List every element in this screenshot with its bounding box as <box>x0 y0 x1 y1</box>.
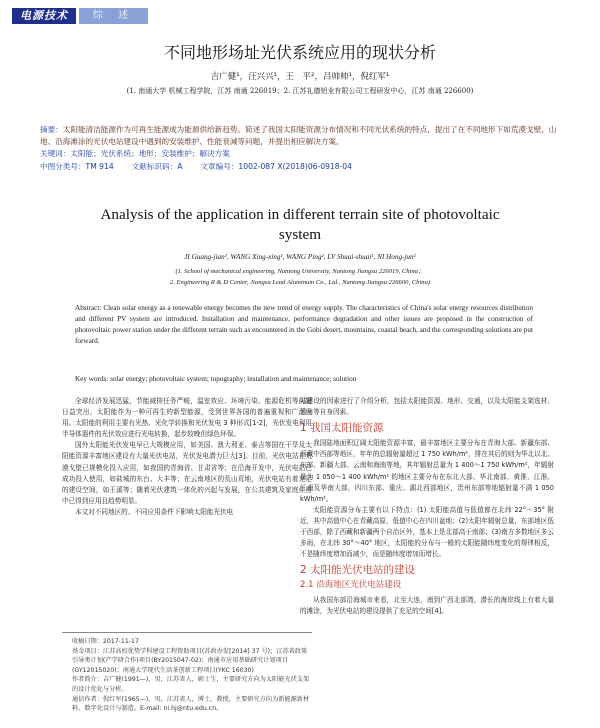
chinese-affiliation: (1. 南通大学 机械工程学院，江苏 南通 226019；2. 江苏礼德铝业有限公司工程研发中心，江苏 南通 226600) <box>126 87 474 95</box>
chinese-abstract <box>40 124 562 148</box>
abstract-label: 摘要： <box>40 125 63 134</box>
chinese-keywords <box>40 148 562 160</box>
keywords-label: 关键词： <box>40 149 71 158</box>
footnote-block <box>62 632 312 714</box>
keywords-text: 太阳能；光伏系统；地形；安装维护；解决方案 <box>70 149 230 158</box>
section-label: 综 述 <box>79 8 148 24</box>
english-affiliation <box>0 266 600 288</box>
body-right-column <box>300 396 554 617</box>
english-title-line2: system <box>278 226 322 243</box>
subsection-heading-2-1: 2.1 沿海地区光伏电站建设 <box>300 580 402 591</box>
english-abstract: Abstract: Clean solar energy as a renewable energy becomes the new trend of energy supply. The characteristics of China's solar energy resources distribution and different PV system are introduced. Installation and maintenance, performance degradation and other issues are proposed in the construction of photovoltaic power station under the different terrain such as encountered in the Gobi desert, mountains, coastal beach, and the corresponding solutions are put forward. <box>75 304 533 345</box>
corresponding-author: 通信作者：倪红军(1965—)，男，江苏省人，博士，教授，主要研究方向为新能源新材料、数字化设计与制造。E-mail: ni.hj@ntu.edu.cn。 <box>72 695 310 713</box>
body-left-column <box>62 396 312 518</box>
english-affiliation-1: (1. School of mechanical engineering, Nantong University, Nantong Jiangsu 226019, China； <box>175 268 425 275</box>
body-paragraph: 我国陆地面积辽阔太阳能资源丰富，最丰富地区主要分布在青海大部、新疆东部、西藏中西部等地区，年年的总辐射量超过 1 750 kWh/m²，排在其后的则为华北以北、东部、新疆大部、云南和海南等地，其年辐射总量为 1 400～1 750 kWh/m²，年辐射量为 1 050～1 400 kWh/m² 的地区主要分布在东北大部、华北南部、黄淮、江淮、江南及华南大部，四川东部、重庆、湖北西部地区，贵州东部等地辐射量不满 1 050 kWh/m²。 <box>300 439 554 503</box>
fund-info: 基金项目：江苏高校优势学科建设工程资助项目(苏政办发[2014] 37 号)；江苏省政策引导类计划(产学研合作)项目(BY2015047-02)；南通市应用基础研究计划项目(GY12015020)；南通大学现代生活茶创新工程项目(YKC 16030) <box>72 647 308 674</box>
journal-header <box>12 8 148 24</box>
body-paragraph: 国外太阳能光伏发电早已大规模应用，如美国、澳大利亚、泰吉等国在干旱及太阳能资源丰富地区建设有大量光伏电站，光伏发电潜力巨大[3]。目前，光伏电站在荒漠戈壁已规模化投入应用，如我国的青海省、甘肃省等；在沿海开发中，光伏电站已成功投入使用，如盐城的东台、大丰等；在云南地区的荒山荒地，光伏电站有着充足的建设空间，如王溪等；随着光伏建筑一体化的兴起与发展，在公共建筑及家庭住房中已得到应用且趋势明显。 <box>62 441 312 505</box>
abstract-text: 太阳能清洁能源作为可再生能源成为能源供给新趋势。简述了我国太阳能资源分布情况和不同光伏系统的特点，提出了在不同地形下如荒漠戈壁、山地、沿海滩涂的光伏电站建设中遇到的安装维护、性能衰减等问题，并提出相应解决方案。 <box>40 125 557 146</box>
section-heading-2: 2 太阳能光伏电站的建设 <box>300 564 416 577</box>
chinese-title: 不同地形场址光伏系统应用的现状分析 <box>163 43 436 62</box>
document-code: 文献标识码：A <box>131 162 183 171</box>
body-paragraph: 从我国东部沿海城市来看，北至大连，南到广西北部湾，潜长的海岸线上有着大量的滩涂，为光伏电站的建设提供了充足的空间[4]。 <box>300 595 554 615</box>
section-heading-1: 1 我国太阳能资源 <box>300 422 384 435</box>
body-paragraph: 本文对不同地区的、不同应用条件下影响太阳能光伏电 <box>75 507 234 516</box>
chinese-authors: 吉广健¹，汪兴兴¹，王 平²，吕帅帅¹，倪红军¹ <box>210 72 390 82</box>
english-affiliation-2: 2. Engineering R & D Center, Jiangsu Lead Aluminum Co., Ltd., Nantong Jiangsu 226600, China) <box>169 279 431 286</box>
article-number: 文章编号：1002-087 X(2018)06-0918-04 <box>200 162 352 171</box>
journal-name: 电源技术 <box>12 8 76 24</box>
english-title <box>0 205 600 245</box>
english-authors: JI Guang-jian¹, WANG Xing-xing¹, WANG Ping², LV Shuai-shuai¹, NI Hong-jun¹ <box>184 253 416 261</box>
body-paragraph: 太阳能资源分布主要有以下特点：(1) 太阳能高值与低值都在北纬 22°～35° 附近，其中高值中心在青藏高原，低值中心在四川盆地；(2)太阳年辐射总量，东部地区低于西部，除了西藏和新疆两个自治区外，基本上是北部高于南部；(3)南方多数地区多云多雨，在北纬 30°～40° 地区，太阳能的分布与一般的太阳能随纬度变化的规律相反，不是随纬度增加而减少，而是随纬度增加而增长。 <box>300 505 554 559</box>
english-keywords: Key words: solar energy; photovoltaic system; topography; installation and maintenance; solution <box>75 375 357 383</box>
received-date: 收稿日期：2017-11-17 <box>72 638 139 645</box>
classification-row <box>40 161 562 173</box>
body-paragraph: 站建设的因素进行了介绍分析，包括太阳能资源、地形、交通，以及太阳能支架选材、倾角等自身因素。 <box>300 397 554 417</box>
english-title-line1: Analysis of the application in different terrain site of photovoltaic <box>100 206 500 223</box>
body-paragraph: 全球经济发展迅猛，节能减排任务严峻，温室效应、环境污染、能源危机等问题日益突出，太阳能作为一种可再生的新型能源，受到世界各国的普遍重视和广泛应用。太阳能的利用主要有光热、光化学转换和光伏发电 3 种形式[1-2]，光伏发电利用半导体器件的光伏效应进行光电转换，起步较晚但绿色环保。 <box>62 397 312 439</box>
author-bio: 作者简介：吉广健(1991—)，男，江苏省人，硕士生，主要研究方向为太阳能光伏支架的设计优化与分析。 <box>72 676 310 693</box>
chinese-abstract-block <box>40 124 562 173</box>
clc-number: 中图分类号：TM 914 <box>40 162 114 171</box>
